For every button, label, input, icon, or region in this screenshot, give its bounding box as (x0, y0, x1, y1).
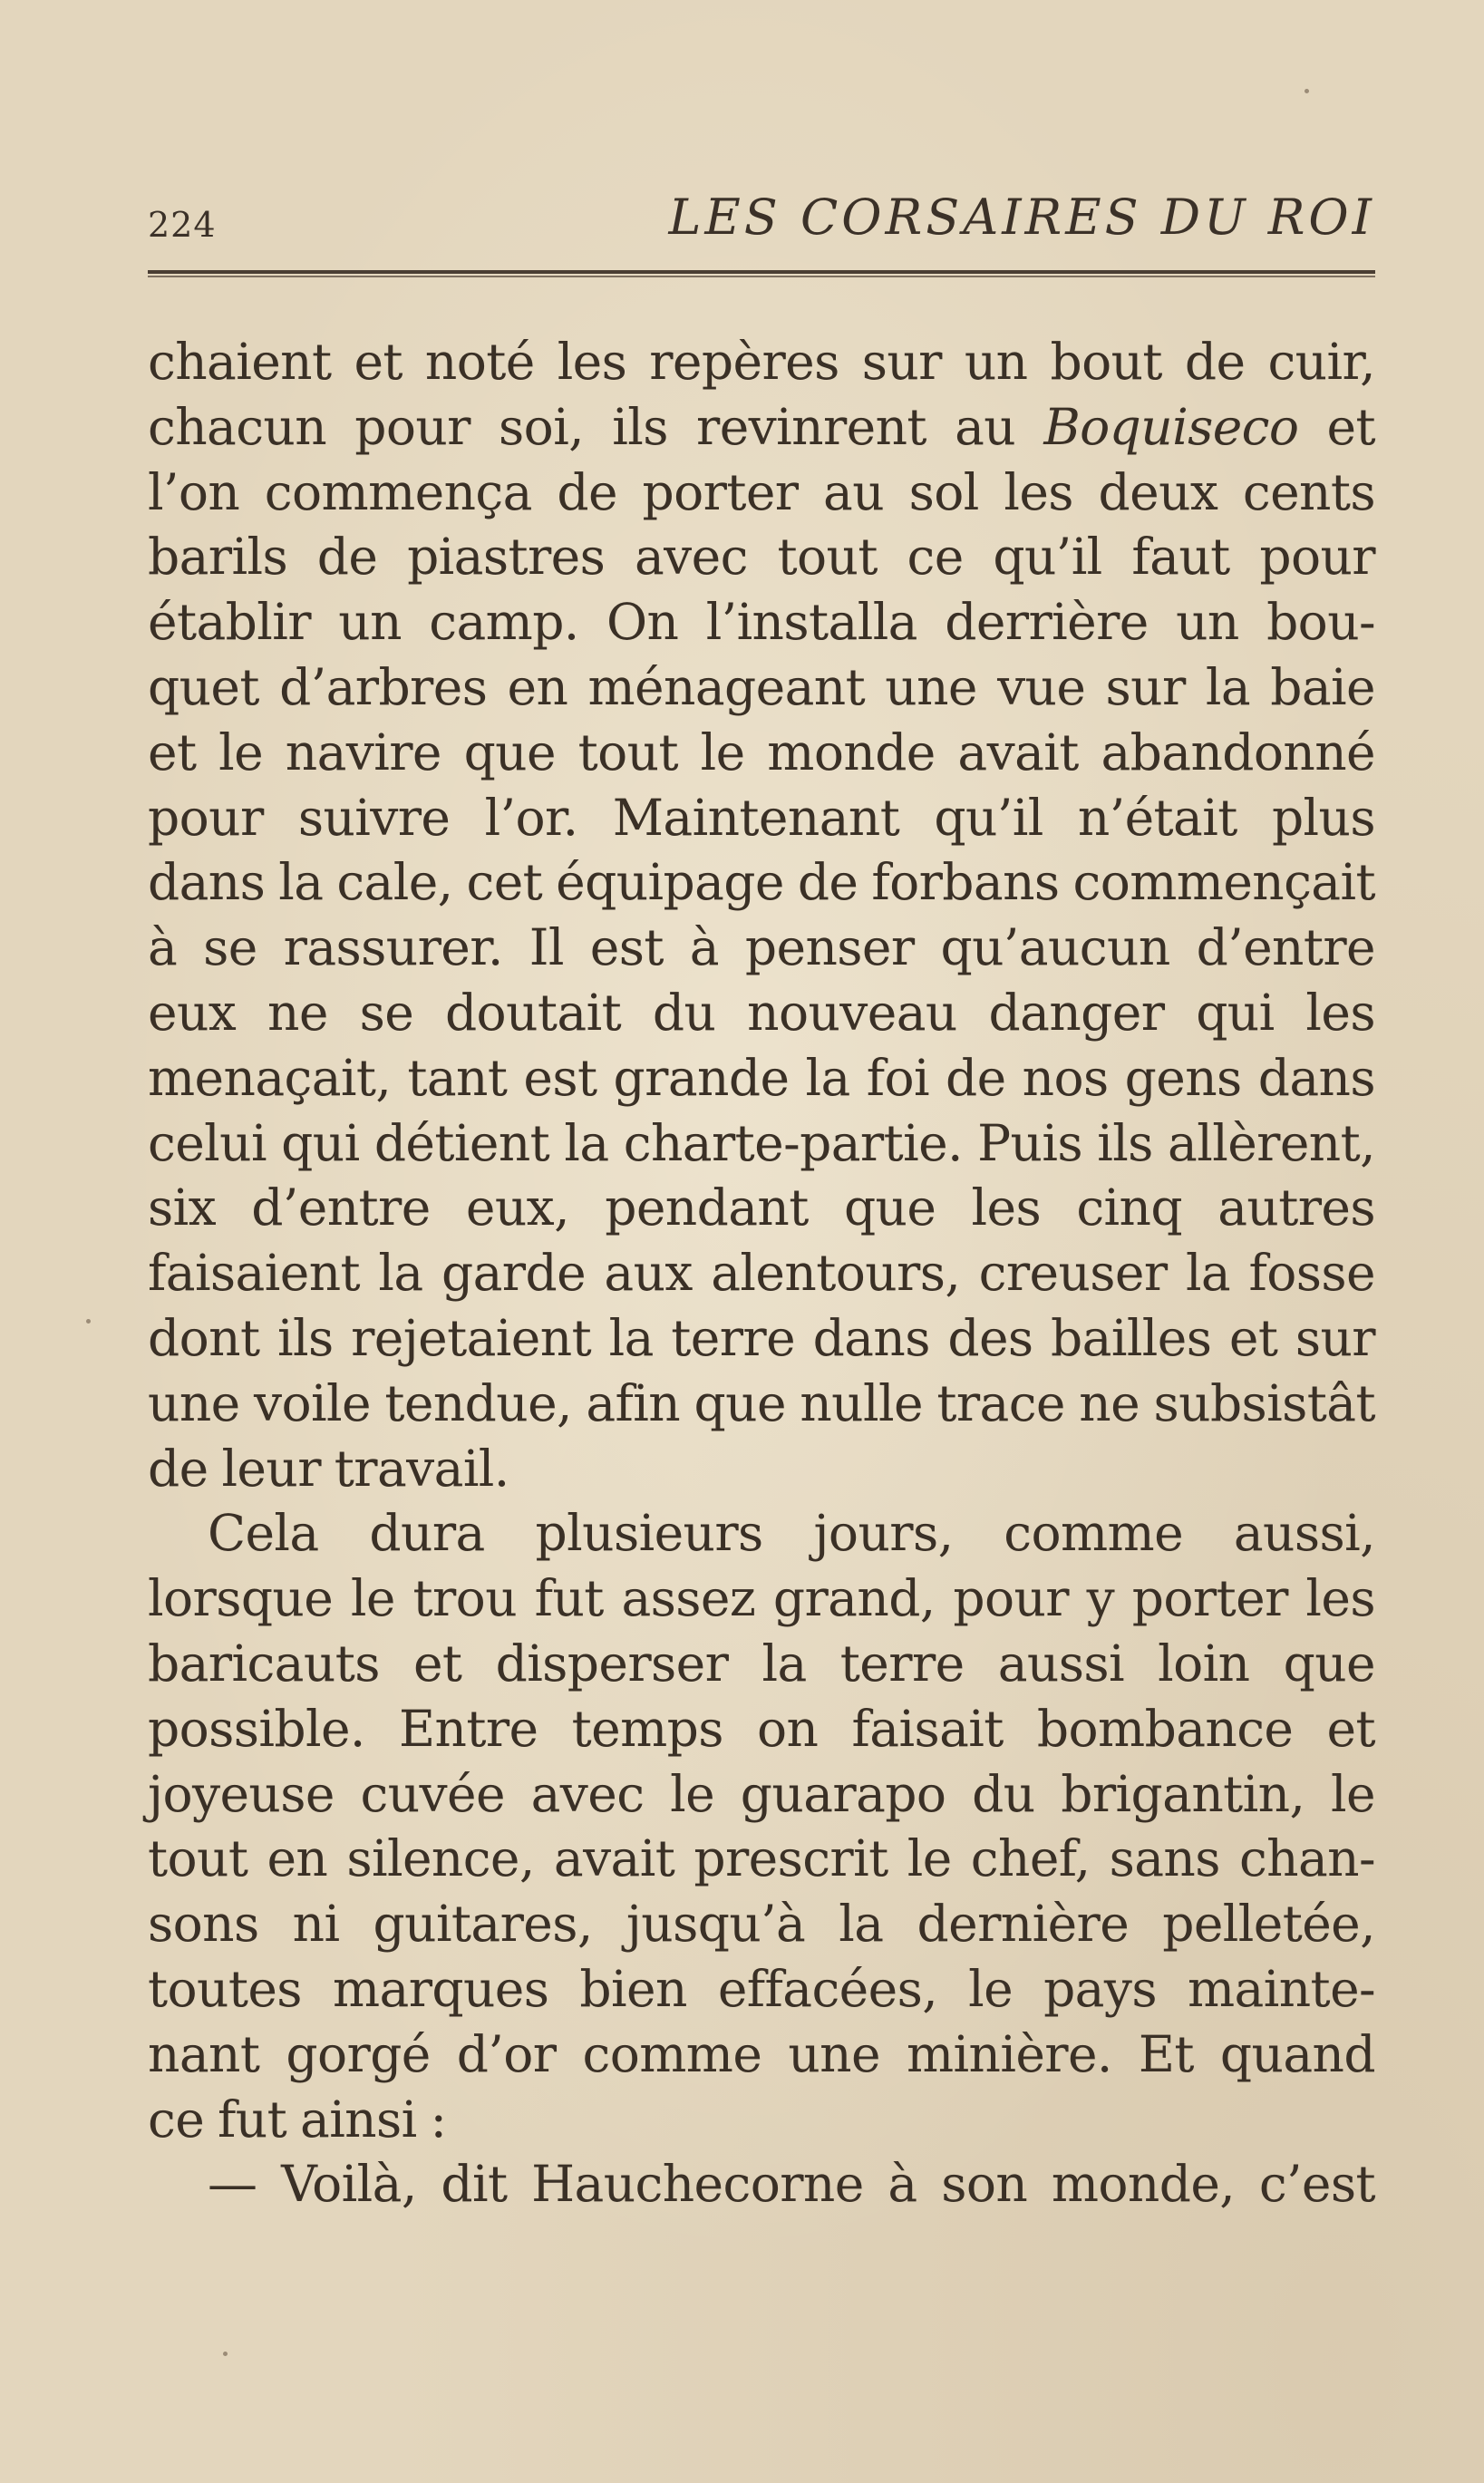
running-head (148, 189, 1375, 252)
text-line: baricauts et disperser la terre aussi loin que (148, 1634, 1375, 1693)
text-line: dans la cale, cet équipage de forbans commençait (148, 853, 1375, 912)
text-line: et le navire que tout le monde avait abandonné (148, 723, 1375, 781)
text-line: dont ils rejetaient la terre dans des bailles et sur (148, 1308, 1375, 1367)
text-line: ce fut ainsi : (148, 2090, 447, 2148)
text-line: Cela dura plusieurs jours, comme aussi, (208, 1504, 1375, 1563)
header-rule (148, 270, 1375, 277)
text-line: — Voilà, dit Hauchecorne à son monde, c’est (208, 2155, 1375, 2214)
text-line (148, 395, 1375, 461)
text-line: menaçait, tant est grande la foi de nos gens dans (148, 1048, 1375, 1107)
text-line: de leur travail. (148, 1439, 509, 1498)
body-text (148, 330, 1375, 2217)
paper-speck (86, 1319, 91, 1324)
text-line: une voile tendue, afin que nulle trace ne subsistât (148, 1373, 1375, 1432)
text-line: barils de piastres avec tout ce qu’il faut pour (148, 528, 1375, 587)
text-line: possible. Entre temps on faisait bombance et (148, 1699, 1375, 1758)
text-line: eux ne se doutait du nouveau danger qui les (148, 983, 1375, 1042)
page-number: 224 (148, 205, 217, 245)
text-line: établir un camp. On l’installa derrière un bou- (148, 593, 1375, 652)
text-line: chaient et noté les repères sur un bout de cuir, (148, 333, 1375, 391)
text-line: nant gorgé d’or comme une minière. Et quand (148, 2024, 1375, 2083)
text-line: l’on commença de porter au sol les deux cents (148, 462, 1375, 521)
text-line: sons ni guitares, jusqu’à la dernière pelletée, (148, 1895, 1375, 1954)
text-line: pour suivre l’or. Maintenant qu’il n’était plus (148, 788, 1375, 847)
text-line: tout en silence, avait prescrit le chef, sans chan- (148, 1829, 1375, 1888)
paper-speck (1305, 89, 1309, 93)
ship-name: Boquiseco (1043, 397, 1299, 456)
text-line: faisaient la garde aux alentours, creuser la fosse (148, 1244, 1375, 1303)
text-line: celui qui détient la charte-partie. Puis ils allèrent, (148, 1113, 1375, 1172)
text-segment: chacun pour soi, ils revinrent au (148, 397, 1016, 456)
paper-speck (223, 2352, 228, 2356)
text-segment: et (1326, 397, 1375, 456)
text-line: joyeuse cuvée avec le guarapo du brigantin, le (148, 1764, 1375, 1823)
text-line: lorsque le trou fut assez grand, pour y porter les (148, 1569, 1375, 1628)
running-title: LES CORSAIRES DU ROI (668, 189, 1375, 246)
text-line: six d’entre eux, pendant que les cinq autres (148, 1178, 1375, 1237)
text-line: quet d’arbres en ménageant une vue sur la baie (148, 657, 1375, 716)
text-line: toutes marques bien effacées, le pays mainte- (148, 1959, 1375, 2018)
text-line: à se rassurer. Il est à penser qu’aucun d’entre (148, 918, 1375, 977)
